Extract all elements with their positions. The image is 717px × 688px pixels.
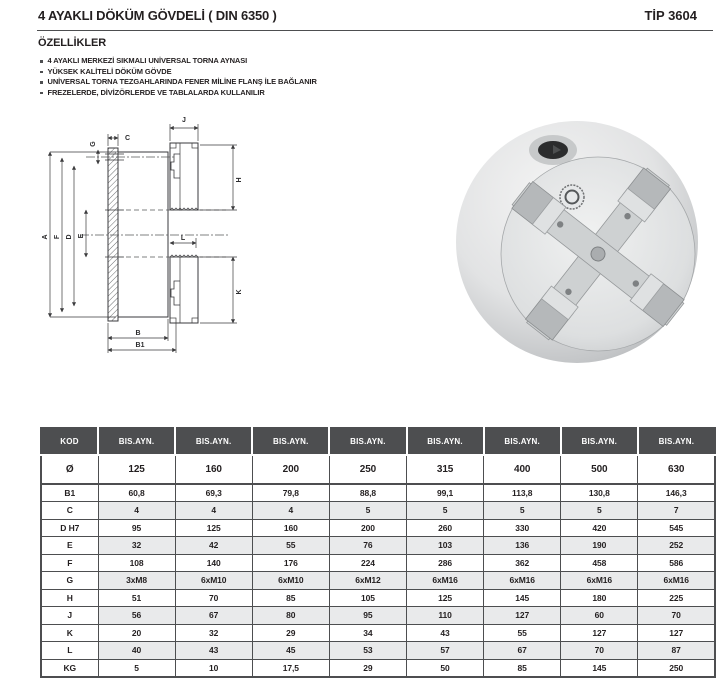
- cell: 145: [561, 659, 638, 677]
- cell: 125: [98, 455, 175, 484]
- cell: 136: [484, 537, 561, 555]
- cell: 545: [638, 519, 715, 537]
- cell: 110: [407, 607, 484, 625]
- column-header-kod: KOD: [41, 428, 98, 455]
- cell: 160: [175, 455, 252, 484]
- dim-label-K: K: [236, 289, 243, 295]
- cell: 5: [561, 502, 638, 520]
- title-divider: [37, 30, 713, 31]
- cell: 53: [329, 642, 406, 660]
- row-label: H: [41, 589, 98, 607]
- cell: 113,8: [484, 484, 561, 502]
- dim-label-E: E: [78, 233, 85, 239]
- cell: 6xM16: [638, 572, 715, 590]
- cell: 32: [175, 624, 252, 642]
- cell: 88,8: [329, 484, 406, 502]
- cell: 105: [329, 589, 406, 607]
- row-label: K: [41, 624, 98, 642]
- bullet-icon: [40, 92, 43, 95]
- cell: 250: [329, 455, 406, 484]
- row-label: J: [41, 607, 98, 625]
- column-header: BIS.AYN.: [329, 428, 406, 455]
- feature-text: UNİVERSAL TORNA TEZGAHLARINDA FENER MİLİNE FLANŞ İLE BAĞLANIR: [47, 77, 317, 87]
- table-row: [41, 455, 715, 484]
- cell: 70: [638, 607, 715, 625]
- technical-drawing: [28, 110, 263, 375]
- cell: 55: [252, 537, 329, 555]
- features-heading: ÖZELLİKLER: [38, 37, 107, 49]
- cell: 67: [175, 607, 252, 625]
- cell: 10: [175, 659, 252, 677]
- cell: 146,3: [638, 484, 715, 502]
- cell: 87: [638, 642, 715, 660]
- cell: 56: [98, 607, 175, 625]
- cell: 76: [329, 537, 406, 555]
- feature-item: [40, 77, 317, 88]
- cell: 176: [252, 554, 329, 572]
- dim-label-J: J: [182, 117, 186, 124]
- feature-text: 4 AYAKLI MERKEZİ SIKMALI UNİVERSAL TORNA AYNASI: [47, 56, 248, 65]
- cell: 34: [329, 624, 406, 642]
- cell: 79,8: [252, 484, 329, 502]
- row-label: E: [41, 537, 98, 555]
- cell: 43: [407, 624, 484, 642]
- dim-label-G: G: [90, 141, 97, 147]
- cell: 29: [329, 659, 406, 677]
- table-row: [41, 484, 715, 502]
- cell: 6xM10: [252, 572, 329, 590]
- feature-text: YÜKSEK KALİTELİ DÖKÜM GÖVDE: [47, 66, 172, 76]
- page-title: 4 AYAKLI DÖKÜM GÖVDELİ ( DIN 6350 ): [38, 8, 277, 23]
- bullet-icon: [40, 71, 43, 74]
- spec-table: [40, 427, 716, 678]
- cell: 51: [98, 589, 175, 607]
- cell: 250: [638, 659, 715, 677]
- cell: 500: [561, 455, 638, 484]
- cell: 6xM12: [329, 572, 406, 590]
- table-row: [41, 607, 715, 625]
- table-row: [41, 659, 715, 677]
- dim-label-A: A: [42, 234, 49, 240]
- cell: 200: [329, 519, 406, 537]
- dim-label-B: B: [135, 330, 141, 337]
- row-label: B1: [41, 484, 98, 502]
- cell: 127: [638, 624, 715, 642]
- cell: 50: [407, 659, 484, 677]
- features-list: [40, 56, 317, 98]
- cell: 252: [638, 537, 715, 555]
- cell: 127: [484, 607, 561, 625]
- cell: 224: [329, 554, 406, 572]
- cell: 29: [252, 624, 329, 642]
- column-header: BIS.AYN.: [175, 428, 252, 455]
- dim-label-D: D: [66, 234, 73, 240]
- cell: 5: [407, 502, 484, 520]
- cell: 400: [484, 455, 561, 484]
- cell: 4: [175, 502, 252, 520]
- cell: 330: [484, 519, 561, 537]
- table-row: [41, 519, 715, 537]
- cell: 55: [484, 624, 561, 642]
- table-row: [41, 502, 715, 520]
- cell: 362: [484, 554, 561, 572]
- table-row: [41, 589, 715, 607]
- cell: 125: [175, 519, 252, 537]
- cell: 190: [561, 537, 638, 555]
- table-row: [41, 572, 715, 590]
- product-photo: [440, 112, 712, 370]
- cell: 160: [252, 519, 329, 537]
- cell: 140: [175, 554, 252, 572]
- column-header: BIS.AYN.: [561, 428, 638, 455]
- cell: 458: [561, 554, 638, 572]
- column-header: BIS.AYN.: [484, 428, 561, 455]
- cell: 70: [561, 642, 638, 660]
- feature-item: [40, 67, 317, 78]
- cell: 95: [98, 519, 175, 537]
- dim-label-L: L: [180, 235, 186, 242]
- table-row: [41, 554, 715, 572]
- cell: 420: [561, 519, 638, 537]
- cell: 67: [484, 642, 561, 660]
- row-label: G: [41, 572, 98, 590]
- column-header: BIS.AYN.: [98, 428, 175, 455]
- cell: 42: [175, 537, 252, 555]
- row-label: Ø: [41, 455, 98, 484]
- cell: 85: [252, 589, 329, 607]
- cell: 4: [252, 502, 329, 520]
- cell: 260: [407, 519, 484, 537]
- cell: 6xM10: [175, 572, 252, 590]
- cell: 60: [561, 607, 638, 625]
- row-label: C: [41, 502, 98, 520]
- cell: 127: [561, 624, 638, 642]
- cell: 130,8: [561, 484, 638, 502]
- column-header: BIS.AYN.: [638, 428, 715, 455]
- feature-item: [40, 56, 317, 67]
- cell: 45: [252, 642, 329, 660]
- cell: 85: [484, 659, 561, 677]
- column-header: BIS.AYN.: [407, 428, 484, 455]
- cell: 103: [407, 537, 484, 555]
- type-code: TİP 3604: [644, 8, 697, 23]
- cell: 6xM16: [407, 572, 484, 590]
- cell: 286: [407, 554, 484, 572]
- dim-label-F: F: [54, 234, 61, 240]
- feature-text: FREZELERDE, DİVİZÖRLERDE VE TABLALARDA KULLANILIR: [47, 87, 265, 97]
- cell: 17,5: [252, 659, 329, 677]
- cell: 630: [638, 455, 715, 484]
- cell: 43: [175, 642, 252, 660]
- product-photo-svg: [440, 112, 712, 370]
- cell: 99,1: [407, 484, 484, 502]
- dim-label-C: C: [125, 135, 131, 142]
- cell: 315: [407, 455, 484, 484]
- cell: 5: [98, 659, 175, 677]
- cell: 4: [98, 502, 175, 520]
- cell: 108: [98, 554, 175, 572]
- cell: 3xM8: [98, 572, 175, 590]
- cell: 60,8: [98, 484, 175, 502]
- bullet-icon: [40, 60, 43, 63]
- cell: 200: [252, 455, 329, 484]
- row-label: F: [41, 554, 98, 572]
- cell: 6xM16: [484, 572, 561, 590]
- table-row: [41, 624, 715, 642]
- cell: 6xM16: [561, 572, 638, 590]
- cell: 20: [98, 624, 175, 642]
- spec-table-head: [41, 428, 715, 455]
- cell: 40: [98, 642, 175, 660]
- bullet-icon: [40, 81, 43, 84]
- cell: 225: [638, 589, 715, 607]
- cell: 125: [407, 589, 484, 607]
- cell: 80: [252, 607, 329, 625]
- table-row: [41, 537, 715, 555]
- cell: 586: [638, 554, 715, 572]
- dim-label-H: H: [236, 177, 243, 183]
- cell: 70: [175, 589, 252, 607]
- cell: 69,3: [175, 484, 252, 502]
- cell: 5: [484, 502, 561, 520]
- cell: 180: [561, 589, 638, 607]
- technical-drawing-svg: [28, 110, 263, 375]
- row-label: D H7: [41, 519, 98, 537]
- row-label: KG: [41, 659, 98, 677]
- cell: 32: [98, 537, 175, 555]
- table-row: [41, 642, 715, 660]
- cell: 5: [329, 502, 406, 520]
- cell: 57: [407, 642, 484, 660]
- cell: 95: [329, 607, 406, 625]
- row-label: L: [41, 642, 98, 660]
- dim-label-B1: B1: [135, 342, 145, 349]
- feature-item: [40, 88, 317, 99]
- cell: 145: [484, 589, 561, 607]
- column-header: BIS.AYN.: [252, 428, 329, 455]
- cell: 7: [638, 502, 715, 520]
- spec-table-body: [41, 455, 715, 677]
